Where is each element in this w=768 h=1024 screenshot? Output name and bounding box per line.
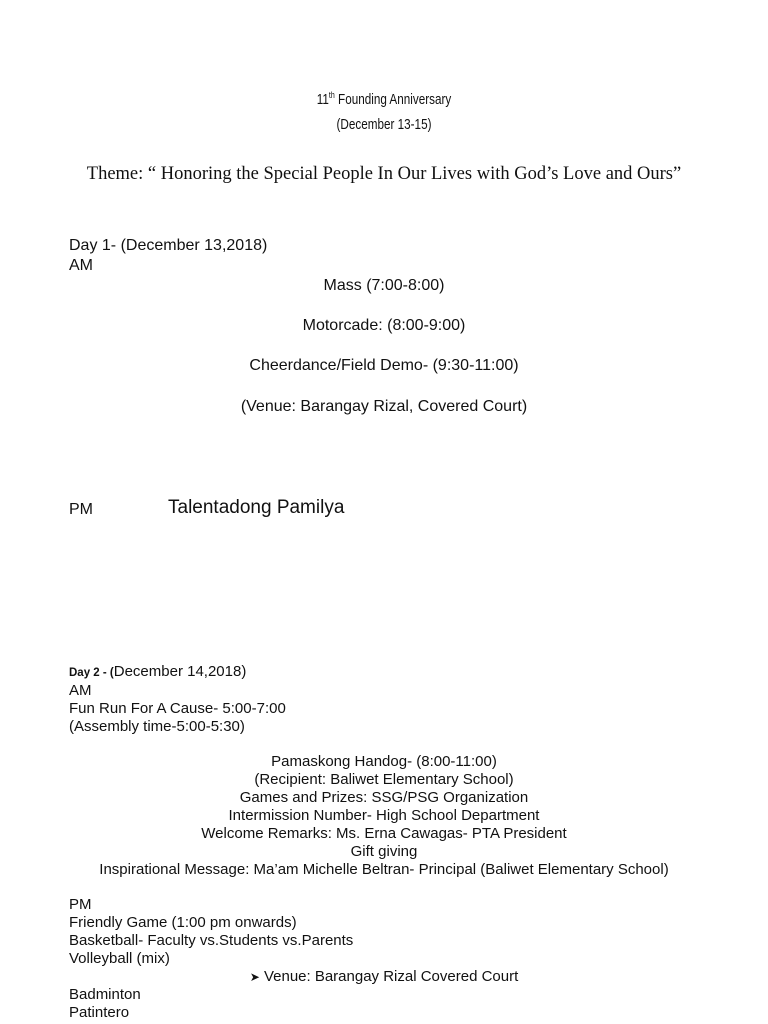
day2-pm-item: Basketball- Faculty vs.Students vs.Parents [69,932,354,949]
day2-program-item: Inspirational Message: Ma’am Michelle Beltran- Principal (Baliwet Elementary School) [99,861,669,878]
day2-title [69,663,246,682]
day1-pm-event: Talentadong Pamilya [168,497,345,518]
day1-pm-label: PM [69,501,93,518]
day2-program-item: Games and Prizes: SSG/PSG Organization [239,789,529,806]
day2-more-item: Patintero [69,1004,130,1021]
day2-program-item: Intermission Number- High School Department [228,807,540,824]
day1-am-event-motorcade: Motorcade: (8:00-9:00) [302,317,466,334]
anniversary-dates-row [0,114,768,136]
day2-am-label: AM [69,682,92,699]
day2-program-item: Gift giving [350,843,418,860]
anniversary-dates: (December 13-15) [336,116,432,133]
day2-pm-item: Volleyball (mix) [69,950,170,967]
day2-program-item: Welcome Remarks: Ms. Erna Cawagas- PTA President [201,825,567,842]
arrow-bullet-icon: ➤ [249,970,260,984]
day1-am-venue: (Venue: Barangay Rizal, Covered Court) [240,398,528,415]
theme-statement: Theme: “ Honoring the Special People In Our Lives with God’s Love and Ours” [86,164,682,184]
anniversary-number: 11 [316,91,329,108]
day1-am-label: AM [69,257,93,274]
day2-program-item: (Recipient: Baliwet Elementary School) [254,771,514,788]
day2-pm-label: PM [69,896,92,913]
day1-am-event-cheerdance: Cheerdance/Field Demo- (9:30-11:00) [249,357,519,374]
day2-more-item: Badminton [69,986,141,1003]
day1-am-event-mass: Mass (7:00-8:00) [323,277,445,294]
day2-venue-row [0,968,768,986]
day2-fun-run: Fun Run For A Cause- 5:00-7:00 [69,700,286,717]
day2-title-prefix: Day 2 - ( [69,667,114,679]
day2-title-date: December 14,2018) [113,663,247,680]
day2-pm-item: Friendly Game (1:00 pm onwards) [69,914,297,931]
day2-program-item: Pamaskong Handog- (8:00-11:00) [271,753,497,770]
day1-title: Day 1- (December 13,2018) [69,237,268,254]
day2-venue: Venue: Barangay Rizal Covered Court [263,968,519,985]
anniversary-suffix: th [328,90,335,100]
anniversary-heading [0,89,768,111]
anniversary-label: Founding Anniversary [338,91,452,108]
day2-assembly-time: (Assembly time-5:00-5:30) [69,718,245,735]
